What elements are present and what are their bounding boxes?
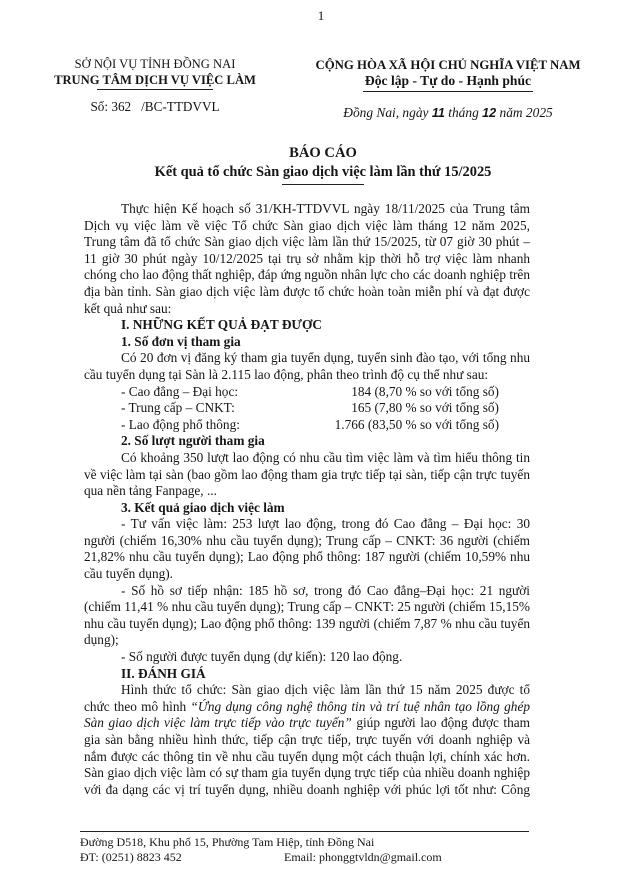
subsection-heading-transaction-results: 3. Kết quả giao dịch việc làm: [121, 499, 285, 515]
evaluation-paragraph: [84, 682, 530, 798]
job-counseling-paragraph: - Tư vấn việc làm: 253 lượt lao động, trong đó Cao đẳng – Đại học: 30 người (chiếm 16,30% nhu cầu tuyển dụng); Trung cấp – CNKT: 36 người (chiếm 21,82% nhu cầu tuyển dụng); Lao động phổ thông: 187 người (chiếm 10,59% nhu cầu tuyển dụng).: [84, 516, 530, 582]
document-number-suffix: /BC-TTDVVL: [141, 99, 220, 114]
agency-name: TRUNG TÂM DỊCH VỤ VIỆC LÀM: [54, 72, 256, 87]
stat-label: - Trung cấp – CNKT:: [121, 400, 235, 416]
visitor-turns-paragraph: Có khoảng 350 lượt lao động có nhu cầu tìm việc làm và tìm hiểu thông tin về việc làm tại sàn (bao gồm lao động tham gia trực tiếp tại sàn, tiếp cận trực tuyến qua nền tảng Fanpage, ...: [84, 449, 530, 499]
parent-agency-name: SỞ NỘI VỤ TỈNH ĐỒNG NAI: [74, 57, 236, 71]
report-subtitle: Kết quả tổ chức Sàn giao dịch việc làm lần thứ 15/2025: [154, 164, 492, 180]
stat-row: [84, 417, 530, 434]
intro-paragraph: Thực hiện Kế hoạch số 31/KH-TTDVVL ngày 18/11/2025 của Trung tâm Dịch vụ việc làm về việc Tổ chức Sàn giao dịch việc làm tháng 12 năm 2025, Trung tâm đã tổ chức Sàn giao dịch việc làm lần thứ 15/2025, từ 07 giờ 30 phút – 11 giờ 30 phút ngày 10/12/2025 tại trụ sở nhằm kịp thời hỗ trợ việc làm nhanh chóng cho lao động thất nghiệp, đáp ứng nguồn nhân lực cho các doanh nghiệp trên địa bàn tỉnh. Sàn giao dịch việc làm được tổ chức hoàn toàn miễn phí và đạt được kết quả như sau:: [84, 201, 530, 316]
stat-label: - Cao đẳng – Đại học:: [121, 383, 239, 399]
stat-value: 1.766 (83,50 % so với tổng số): [334, 416, 499, 432]
report-body: [84, 201, 530, 798]
date-day: 11: [431, 106, 445, 120]
footer-divider: [80, 831, 529, 832]
national-header-block: [303, 57, 593, 121]
footer-address: Đường D518, Khu phố 15, Phường Tam Hiệp, tỉnh Đồng Nai: [80, 835, 375, 849]
stat-row: [84, 400, 530, 417]
date-suffix: năm 2025: [499, 105, 553, 120]
document-number-label: Số: 362: [90, 99, 132, 114]
subsection-heading-visitor-turns: 2. Số lượt người tham gia: [121, 433, 265, 449]
expected-hires-paragraph: - Số người được tuyển dụng (dự kiến): 120 lao động.: [121, 649, 403, 665]
stat-value: 165 (7,80 % so với tổng số): [351, 400, 499, 416]
title-underline: [282, 184, 364, 185]
stat-label: - Lao động phổ thông:: [121, 416, 240, 432]
footer-email: Email: phonggtvldn@gmail.com: [284, 850, 442, 864]
report-title-block: [100, 144, 546, 185]
page-number: 1: [317, 8, 325, 23]
participating-units-paragraph: Có 20 đơn vị đăng ký tham gia tuyển dụng, tuyển sinh đào tạo, với tổng nhu cầu tuyển dụng tại Sàn là 2.115 lao động, phân theo trình độ cụ thể như sau:: [84, 350, 530, 382]
national-title: CỘNG HÒA XÃ HỘI CHỦ NGHĨA VIỆT NAM: [315, 58, 581, 72]
evaluation-text-before-quote: Hình thức tổ chức: Sàn giao dịch việc làm lần thứ 15 năm 2025 được tổ chức theo mô hình: [84, 682, 530, 714]
evaluation-text-after-quote: giúp người lao động được tham gia sàn bằng nhiều hình thức, tiếp cận trực tiếp, trực tuyến với doanh nghiệp và nắm được các thông tin về nhu cầu tuyển dụng một cách thuận lợi, chính xác hơn. Sàn giao dịch việc làm có sự tham gia tuyển dụng trực tiếp của nhiều doanh nghiệp với đa dạng các vị trí tuyển dụng, nhiều doanh nghiệp với phúc lợi tốt như: Công: [84, 715, 530, 797]
section-heading-results: I. NHỮNG KẾT QUẢ ĐẠT ĐƯỢC: [121, 317, 322, 333]
stat-row: [84, 384, 530, 401]
report-title: BÁO CÁO: [289, 145, 357, 161]
date-prefix: Đồng Nai, ngày: [343, 105, 429, 120]
document-number: [40, 99, 270, 115]
document-footer: [80, 831, 529, 865]
issuing-agency-block: [40, 57, 270, 115]
date-mid: tháng: [448, 105, 479, 120]
evaluation-quote: “Ứng dụng công nghệ thông tin và trí tuệ nhân tạo lồng ghép Sàn giao dịch việc làm trực tiếp vào trực tuyến”: [84, 698, 530, 731]
footer-contact-row: [80, 850, 529, 865]
date-month: 12: [482, 106, 497, 120]
agency-underline: [97, 89, 213, 90]
subsection-heading-participating-units: 1. Số đơn vị tham gia: [121, 333, 241, 349]
section-heading-evaluation: II. ĐÁNH GIÁ: [121, 665, 206, 681]
date-line: [303, 105, 593, 121]
footer-phone: ĐT: (0251) 8823 452: [80, 850, 182, 864]
stat-value: 184 (8,70 % so với tổng số): [351, 383, 499, 399]
applications-paragraph: - Số hồ sơ tiếp nhận: 185 hồ sơ, trong đó Cao đẳng–Đại học: 21 người (chiếm 11,41 % nhu cầu tuyển dụng); Trung cấp – CNKT: 25 người (chiếm 15,15% nhu cầu tuyển dụng); Lao động phổ thông: 139 người (chiếm 7,87 % nhu cầu tuyển dụng);: [84, 582, 530, 648]
national-motto: Độc lập - Tự do - Hạnh phúc: [363, 73, 533, 92]
